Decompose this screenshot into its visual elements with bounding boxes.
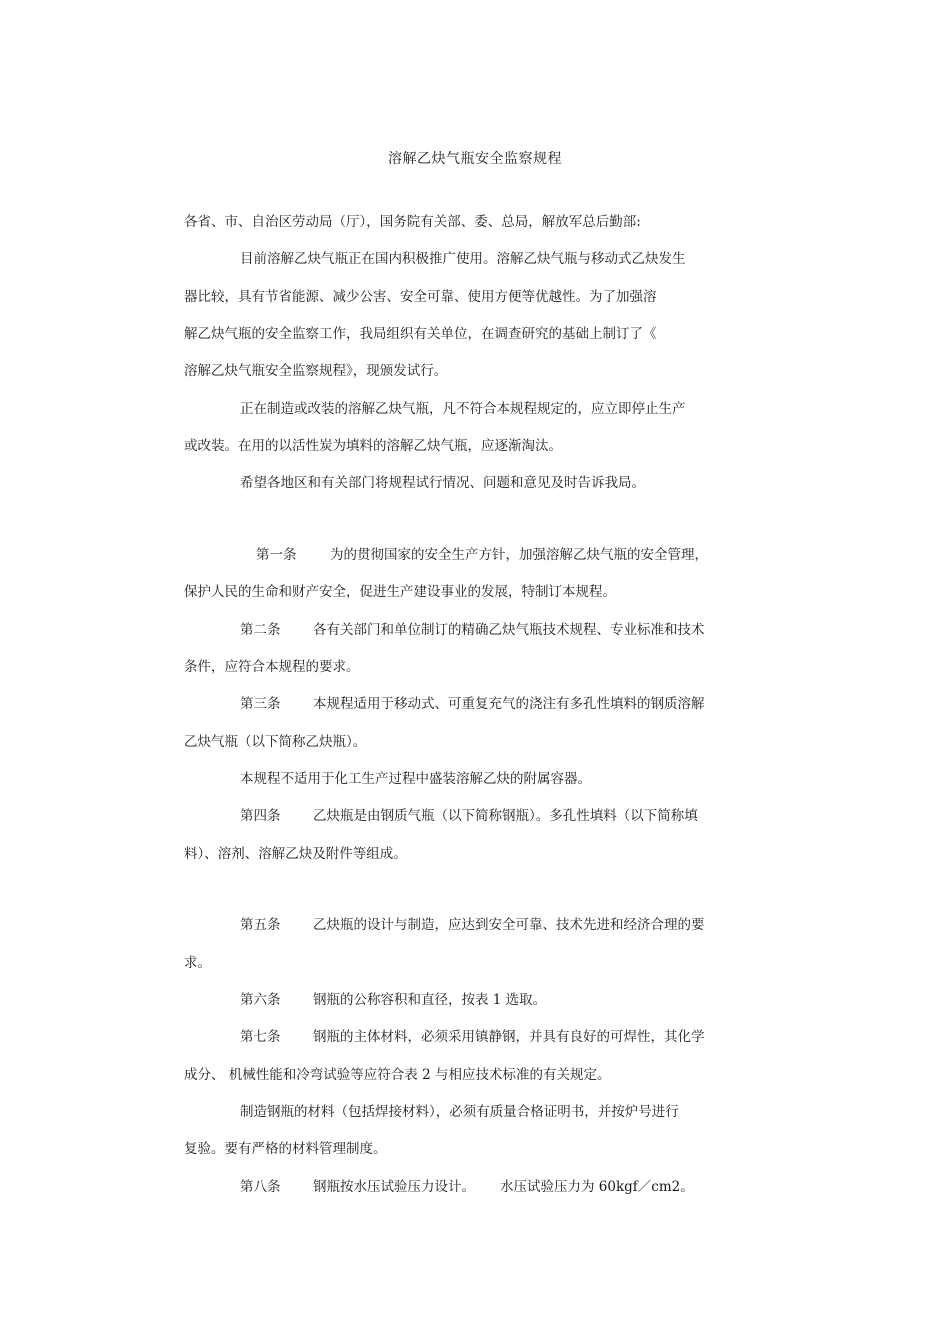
article-6-label: 第六条 [240,992,281,1008]
article-4-text-1: 乙炔瓶是由钢质气瓶（以下简称钢瓶）。多孔性填料（以下简称填 [313,808,698,824]
article-3-text-2: 乙炔气瓶（以下简称乙炔瓶）。 [184,734,367,750]
article-6-text-1: 钢瓶的公称容积和直径，按表 1 选取。 [313,992,547,1008]
article-3-text-1: 本规程适用于移动式、可重复充气的浇注有多孔性填料的钢质溶解 [313,696,705,712]
article-4-text-2: 料）、溶剂、溶解乙炔及附件等组成。 [184,846,407,862]
intro-line-6: 或改装。在用的以活性炭为填料的溶解乙炔气瓶，应逐渐淘汰。 [184,438,562,454]
document-title: 溶解乙炔气瓶安全监察规程 [388,151,562,167]
intro-line-1: 目前溶解乙炔气瓶正在国内积极推广使用。溶解乙炔气瓶与移动式乙炔发生 [240,251,686,267]
article-7-note-1: 制造钢瓶的材料（包括焊接材料），必须有质量合格证明书，并按炉号进行 [240,1104,679,1120]
article-8-text-2: 水压试验压力为 60kgf／cm2。 [500,1179,694,1195]
article-7-text-1: 钢瓶的主体材料，必须采用镇静钢，并具有良好的可焊性，其化学 [313,1029,705,1045]
addressee-line: 各省、市、自治区劳动局（厅），国务院有关部、委、总局，解放军总后勤部: [184,214,641,230]
intro-line-5: 正在制造或改装的溶解乙炔气瓶，凡不符合本规程规定的，应立即停止生产 [240,401,686,417]
article-7-note-2: 复验。要有严格的材料管理制度。 [184,1141,387,1157]
intro-line-7: 希望各地区和有关部门将规程试行情况、问题和意见及时告诉我局。 [240,475,645,491]
article-8-label: 第八条 [240,1179,281,1195]
intro-line-3: 解乙炔气瓶的安全监察工作，我局组织有关单位，在调查研究的基础上制订了《 [184,326,657,342]
article-5-label: 第五条 [240,917,281,933]
article-5-text-1: 乙炔瓶的设计与制造，应达到安全可靠、技术先进和经济合理的要 [313,917,705,933]
article-7-text-2: 成分、 机械性能和冷弯试验等应符合表 2 与相应技术标准的有关规定。 [184,1067,611,1083]
article-2-text-1: 各有关部门和单位制订的精确乙炔气瓶技术规程、专业标准和技术 [313,622,705,638]
article-5-text-2: 求。 [184,955,211,971]
intro-line-2: 器比较，具有节省能源、减少公害、安全可靠、使用方便等优越性。为了加强溶 [184,289,657,305]
article-7-label: 第七条 [240,1029,281,1045]
article-2-text-2: 条件，应符合本规程的要求。 [184,659,360,675]
article-1-label: 第一条 [256,547,297,563]
article-3-label: 第三条 [240,696,281,712]
article-2-label: 第二条 [240,622,281,638]
intro-line-4: 溶解乙炔气瓶安全监察规程》，现颁发试行。 [184,363,448,379]
article-8-text-1: 钢瓶按水压试验压力设计。 [313,1179,475,1195]
article-4-label: 第四条 [240,808,281,824]
article-3-note: 本规程不适用于化工生产过程中盛装溶解乙炔的附属容器。 [240,771,591,787]
article-1-text-1: 为的贯彻国家的安全生产方针，加强溶解乙炔气瓶的安全管理， [330,547,708,563]
article-1-text-2: 保护人民的生命和财产安全，促进生产建设事业的发展，特制订本规程。 [184,584,616,600]
